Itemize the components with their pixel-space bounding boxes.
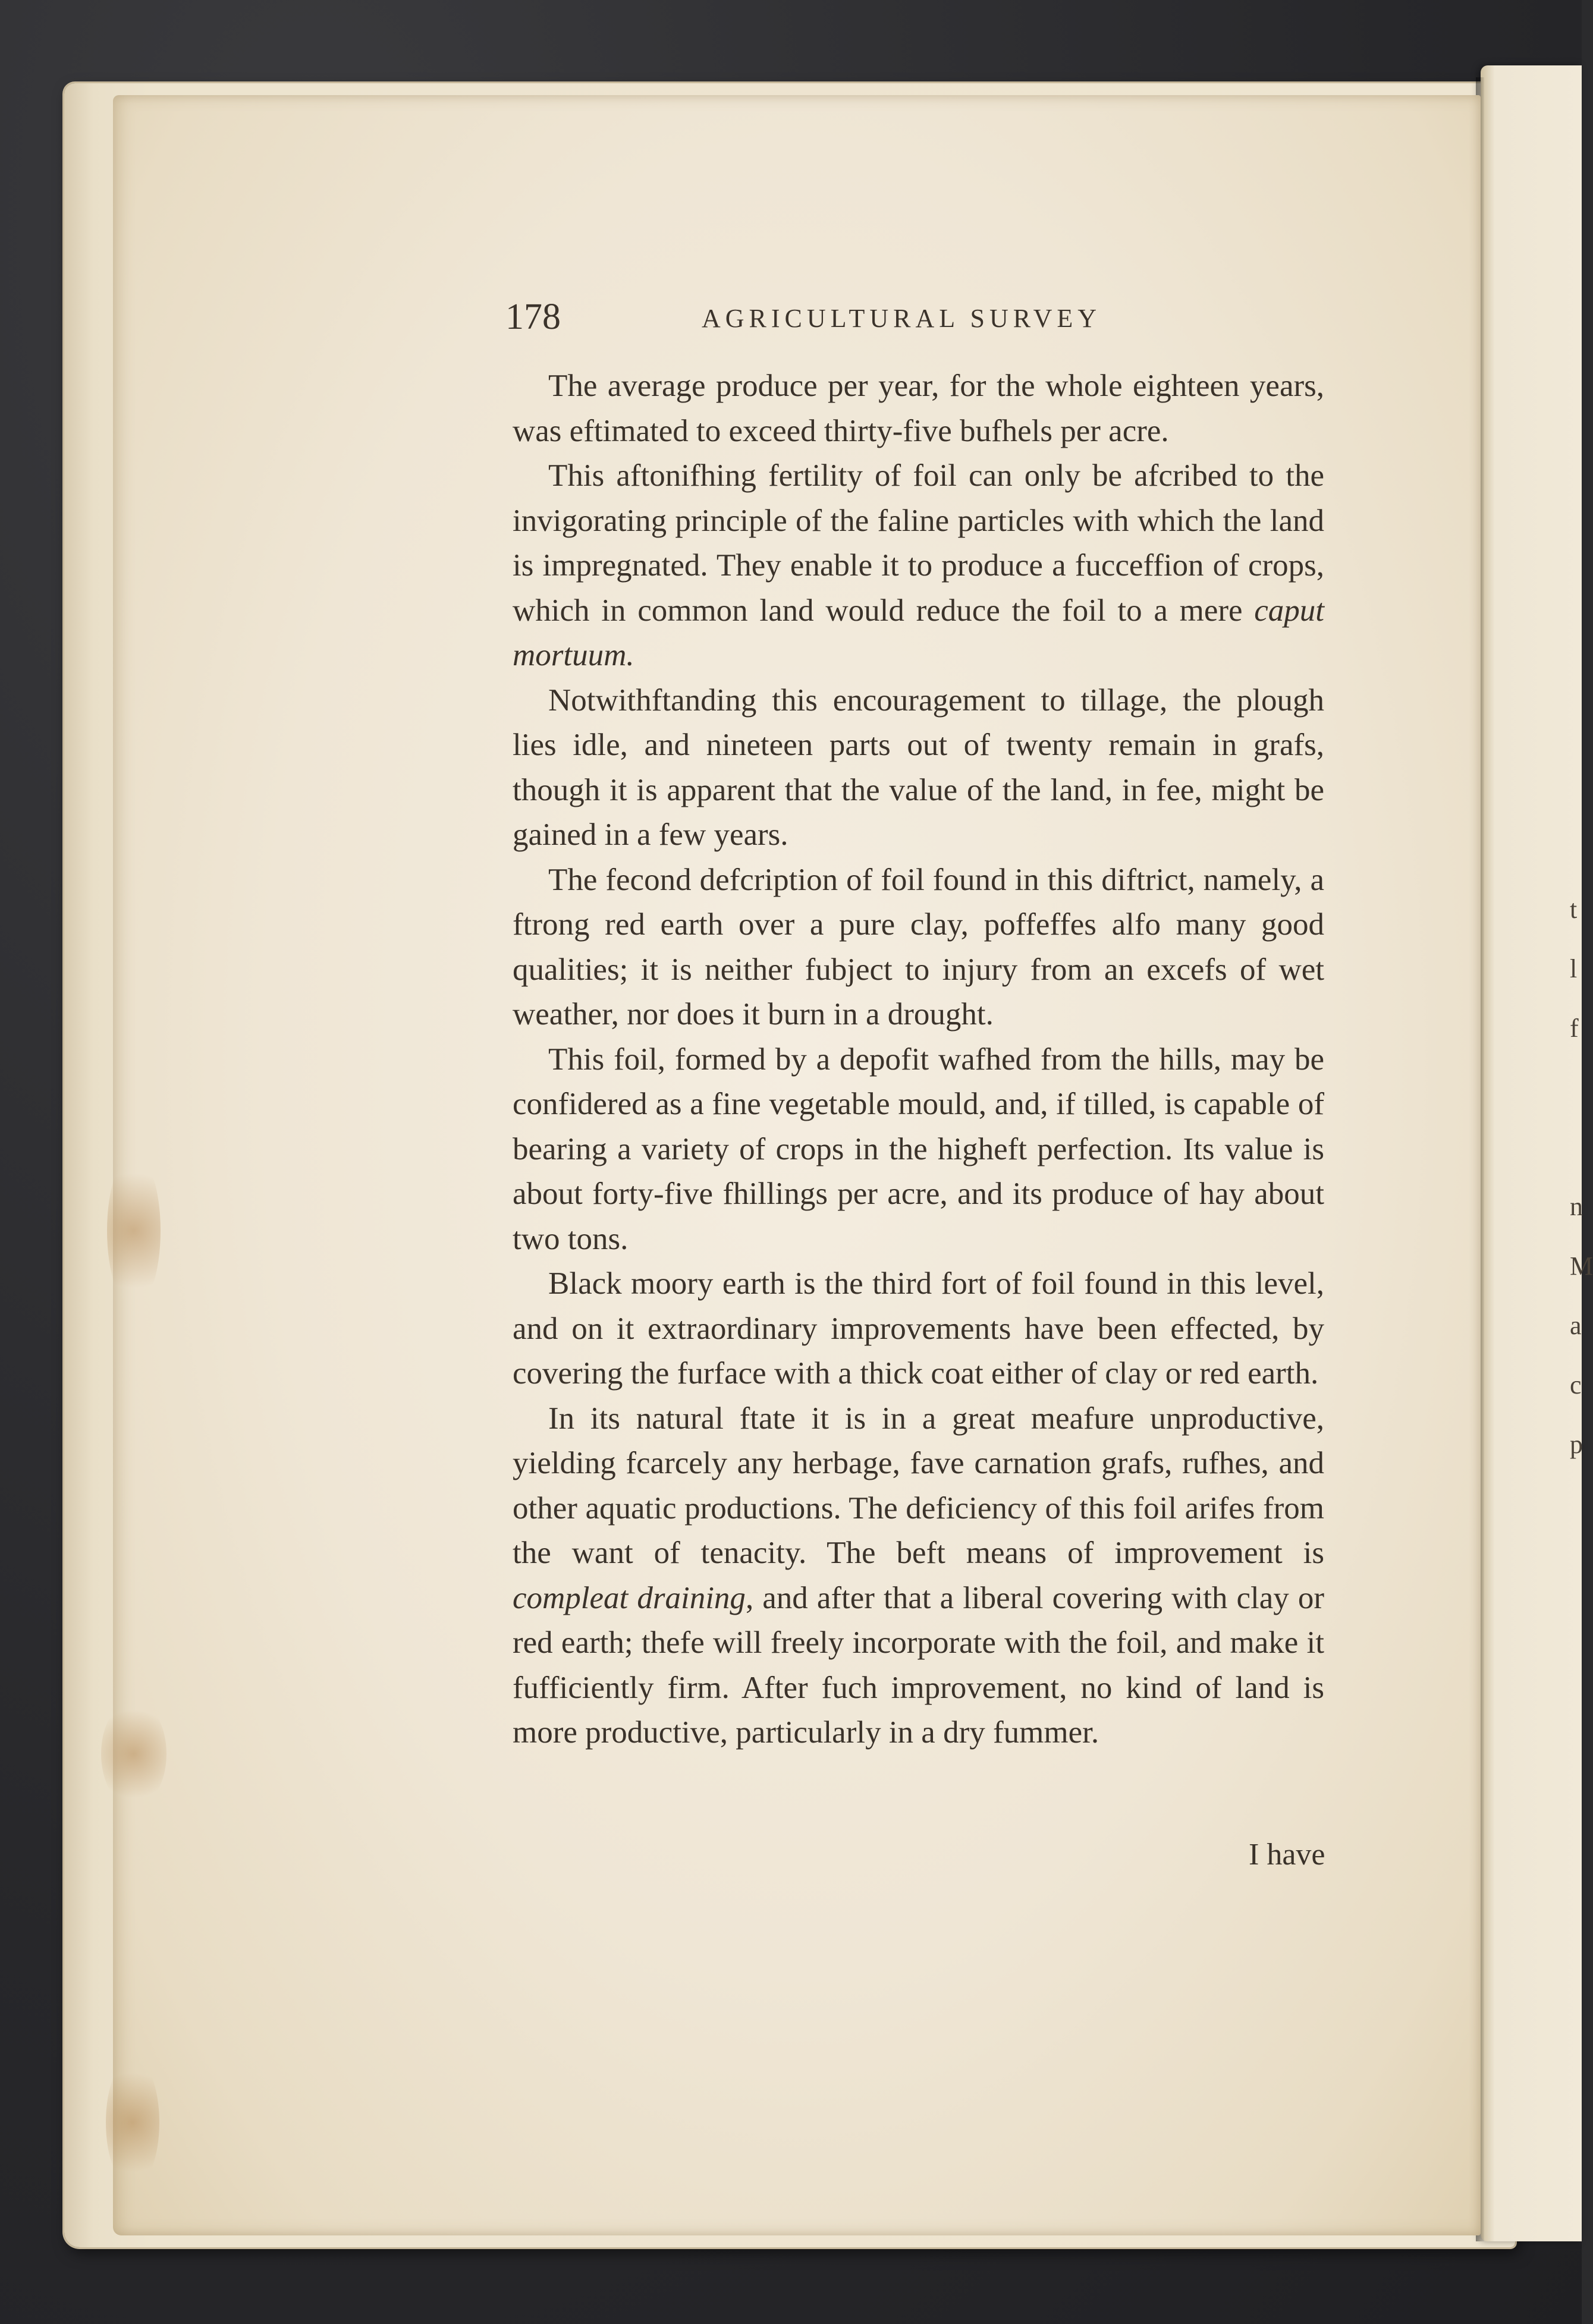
facing-fragment: n [1570,1192,1583,1221]
paragraph-text: Black moory earth is the third fort of foil found in this level, and on it extraordinary improvements have been effected, by covering the furface with a thick coat either of clay or red earth. [513,1266,1324,1391]
facing-gap [1570,1058,1582,1177]
paragraph-text: In its natural ftate it is in a great meafure unproductive, yielding fcarcely any herbage, fave carnation grafs, rufhes, and other aquatic productions. The deficiency of this foil arifes from the want of tenacity. The beft means of improvement is [513,1401,1324,1570]
running-head: AGRICULTURAL SURVEY [702,304,1102,333]
paragraph [513,364,1324,454]
paragraph [513,1262,1324,1397]
facing-fragment: M [1570,1251,1593,1281]
paragraph-text: This aftonifhing fertility of foil can only be afcribed to the invigorating principle of the faline particles with which the land is impregnated. They enable it to produce a fucceffion of crops, which in common land would reduce the foil to a mere [513,458,1324,628]
facing-fragment: f [1570,1014,1579,1043]
page-number: 178 [505,297,561,337]
facing-fragment: a [1570,1311,1582,1340]
paragraph [513,1037,1324,1262]
foxing-stain [106,2057,159,2188]
facing-fragment: p [1570,1430,1583,1459]
facing-fragment: l [1570,954,1578,983]
paragraph-text: The average produce per year, for the whole eighteen years, was eftimated to exceed thirty-five bufhels per acre. [513,369,1324,448]
paragraph-italic: compleat draining [513,1580,746,1615]
catchword: I have [1249,1838,1325,1872]
paragraph [513,858,1324,1037]
paragraph-text: This foil, formed by a depofit wafhed from the hills, may be confidered as a fine vegetable mould, and, if tilled, is capable of bearing a variety of crops in the higheft perfection. Its value is about forty-five fhillings per acre, and its produce of hay about two tons. [513,1042,1324,1256]
facing-fragment: t [1570,895,1578,924]
facing-page [1481,65,1593,2241]
foxing-stain [101,1700,166,1807]
foxing-stain [107,1153,161,1308]
page-header [505,296,1338,344]
paragraph-text: The fecond defcription of foil found in this diftrict, namely, a ftrong red earth over a pure clay, poffeffes alfo many good qualities; it is neither fubject to injury from an excefs of wet weather, nor does it burn in a drought. [513,862,1324,1032]
body-text [513,364,1324,1756]
paragraph [513,1397,1324,1756]
facing-fragment: c [1570,1370,1582,1400]
paragraph-italic: caput mortuum. [513,593,1324,672]
paragraph-text: , and after that a liberal covering with clay or red earth; thefe will freely incorporate with the foil, and make it fufficiently firm. After fuch improvement, no kind of land is more productive, particularly in a dry fummer. [513,1580,1324,1750]
paragraph [513,454,1324,678]
facing-page-fragments [1570,880,1593,1474]
paragraph-text: Notwithftanding this encouragement to tillage, the plough lies idle, and nineteen parts out of twenty remain in grafs, though it is apparent that the value of the land, in fee, might be gained in a few years. [513,683,1324,852]
paragraph [513,678,1324,858]
